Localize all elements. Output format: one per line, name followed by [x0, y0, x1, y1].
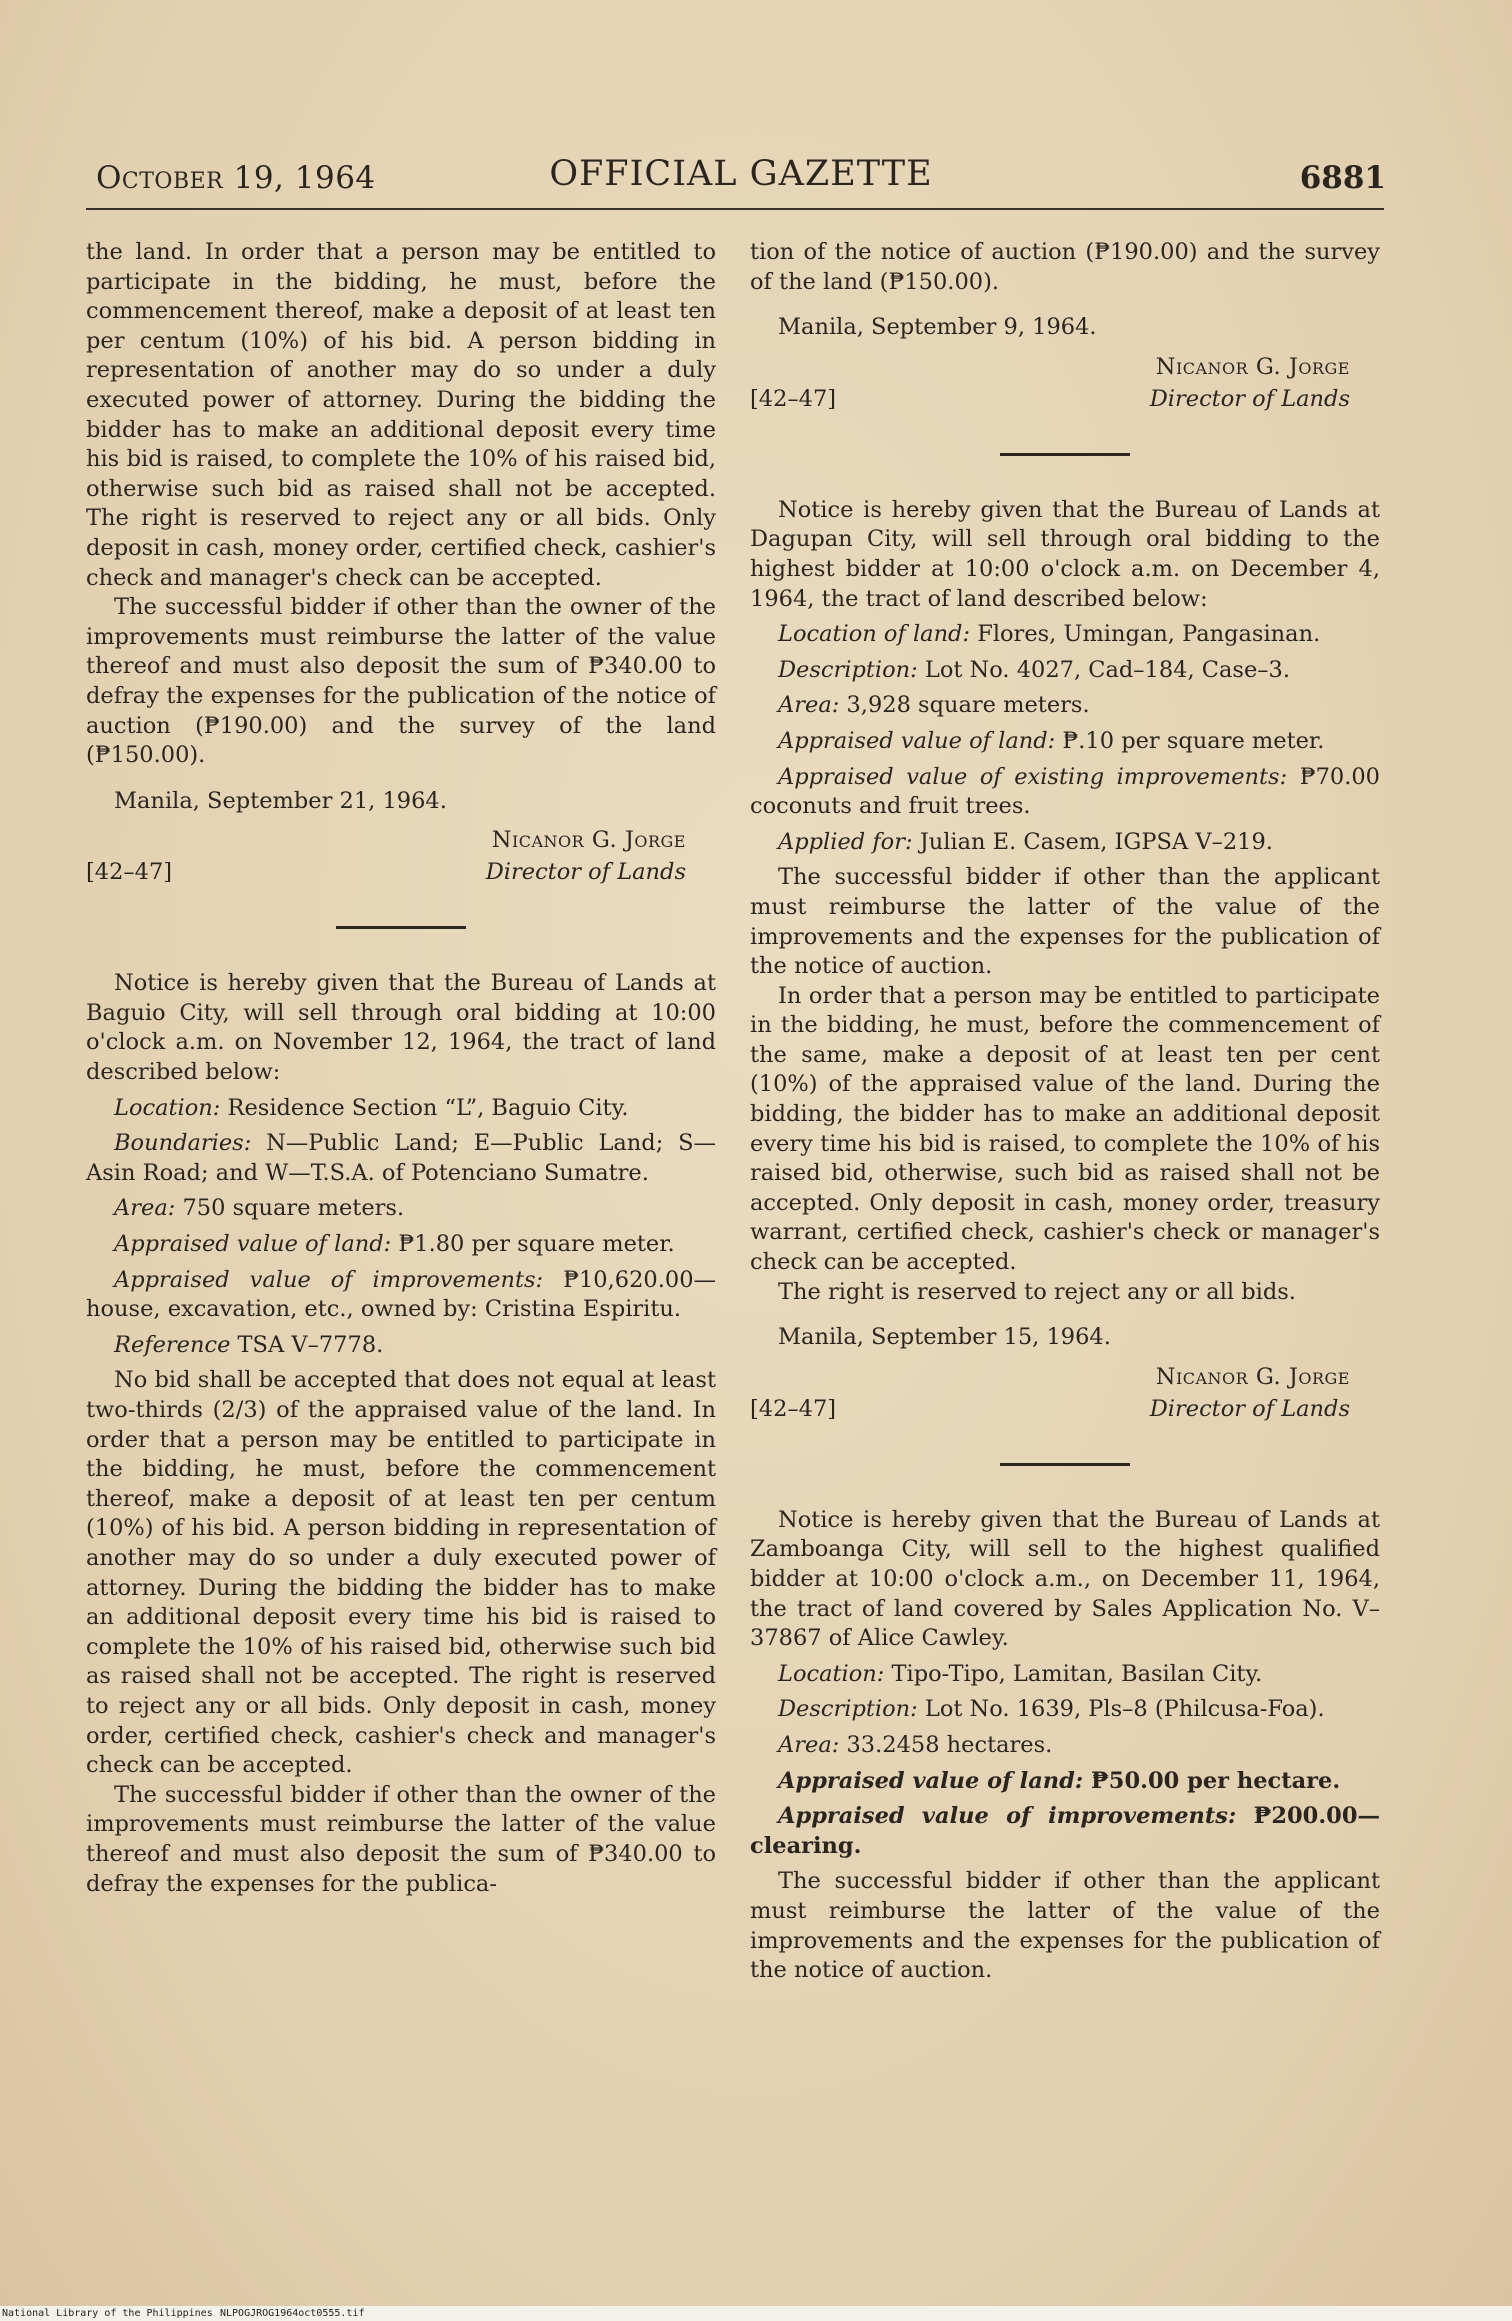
field-label: Appraised value of land: — [114, 1231, 392, 1258]
location-line — [86, 1094, 716, 1124]
left-column — [86, 238, 716, 1899]
land-value-line — [750, 727, 1380, 757]
field-label: Appraised value of improvements: — [114, 1266, 544, 1293]
field-label: Area: — [114, 1195, 176, 1222]
field-label: Location: — [778, 1660, 885, 1687]
signature-block — [750, 1363, 1380, 1433]
location-line — [750, 620, 1380, 650]
paragraph: The successful bidder if other than the applicant must reimburse the latter of the value of the improvements and the expenses for the publication of the notice of auction. — [750, 864, 1380, 980]
publication-title: OFFICIAL GAZETTE — [549, 154, 933, 194]
notice-intro: Notice is hereby given that the Bureau of Lands at Baguio City, will sell through oral bidding at 10:00 o'clock a.m. on November 12, 1964, the tract of land described below: — [86, 970, 716, 1086]
paragraph: In order that a person may be entitled to participate in the bidding, he must, before the commencement of the same, make a deposit of at least ten per cent (10%) of the appraised value of the land. During the bidding, the bidder has to make an additional deposit every time his bid is raised, to complete the 10% of his raised bid, otherwise, such bid as raised shall not be accepted. Only deposit in cash, money order, treasury warrant, certified check, cashier's check or manager's check can be accepted. — [750, 982, 1380, 1276]
field-value: Residence Section “L”, Baguio City. — [227, 1094, 629, 1121]
signatory-name: Nicanor G. Jorge — [1155, 1363, 1350, 1390]
field-value: ₱200.00—clearing. — [750, 1803, 1380, 1859]
paragraph: the land. In order that a person may be entitled to participate in the bidding, he must, before the commencement thereof, make a deposit of at least ten per centum (10%) of his bid. A person bidding in representation of another may do so under a duly executed power of attorney. During the bidding the bidder has to make an additional deposit every time his bid is raised, to complete the 10% of his raised bid, otherwise such bid as raised shall not be accepted. The right is reserved to reject any or all bids. Only deposit in cash, money order, certified check, cashier's check and manager's check can be accepted. — [86, 239, 716, 591]
field-label: Boundaries: — [114, 1130, 252, 1157]
signatory-title: Director of Lands — [485, 859, 686, 886]
field-value: ₱10,620.00—house, excavation, etc., owned by: Cristina Espiritu. — [86, 1266, 717, 1323]
area-line — [86, 1194, 716, 1224]
signatory-title: Director of Lands — [1149, 385, 1350, 412]
field-label: Appraised value of land: — [778, 727, 1056, 754]
field-label: Area: — [778, 692, 840, 719]
field-label: Reference — [114, 1331, 231, 1358]
field-value: 33.2458 hectares. — [846, 1731, 1053, 1758]
section-divider — [1000, 1463, 1130, 1466]
field-label: Appraised value of land: — [778, 1767, 1084, 1794]
section-divider — [336, 926, 466, 929]
signature-block — [86, 826, 716, 896]
header-rule — [86, 208, 1384, 210]
dateline: Manila, September 15, 1964. — [778, 1324, 1111, 1351]
field-value: ₱1.80 per square meter. — [398, 1231, 675, 1258]
description-line — [750, 656, 1380, 686]
publication-code: [42–47] — [86, 859, 173, 886]
land-value-line — [86, 1230, 716, 1260]
issue-date: October 19, 1964 — [96, 160, 376, 196]
page-header — [96, 152, 1386, 202]
field-label: Appraised value of improvements: — [778, 1803, 1237, 1830]
field-value: Lot No. 1639, Pls–8 (Philcusa-Foa). — [924, 1696, 1325, 1723]
field-value: 750 square meters. — [182, 1195, 405, 1222]
field-value: TSA V–7778. — [237, 1331, 384, 1358]
reference-line — [86, 1331, 716, 1361]
section-divider — [1000, 453, 1130, 456]
field-value: Flores, Umingan, Pangasinan. — [977, 621, 1321, 648]
notice-intro: Notice is hereby given that the Bureau of Lands at Dagupan City, will sell through oral bidding to the highest bidder at 10:00 o'clock a.m. on December 4, 1964, the tract of land described below: — [750, 496, 1380, 612]
field-label: Description: — [778, 656, 918, 683]
field-value: Julian E. Casem, IGPSA V–219. — [919, 828, 1273, 855]
publication-code: [42–47] — [750, 1395, 837, 1422]
paragraph: The successful bidder if other than the owner of the improvements must reimburse the latter of the value thereof and must also deposit the sum of ₱340.00 to defray the expenses for the publication of the notice of auction (₱190.00) and the survey of the land (₱150.00). — [86, 594, 716, 769]
dateline: Manila, September 21, 1964. — [114, 787, 447, 814]
right-column — [750, 238, 1380, 1986]
field-value: 3,928 square meters. — [846, 692, 1090, 719]
publication-code: [42–47] — [750, 385, 837, 412]
scan-filename: NLPOGJROG1964oct0555.tif — [220, 2308, 365, 2319]
paragraph: No bid shall be accepted that does not equal at least two-thirds (2/3) of the appraised value of the land. In order that a person may be entitled to participate in the bidding, he must, before the commencement thereof, make a deposit of at least ten per centum (10%) of his bid. A person bidding in representation of another may do so under a duly executed power of attorney. During the bidding the bidder has to make an additional deposit every time his bid is raised to complete the 10% of his raised bid, otherwise such bid as raised shall not be accepted. The right is reserved to reject any or all bids. Only deposit in cash, money order, certified check, cashier's check and manager's check can be accepted. — [86, 1367, 716, 1779]
area-line — [750, 691, 1380, 721]
signatory-name: Nicanor G. Jorge — [1155, 353, 1350, 380]
library-credit: National Library of the Philippines — [2, 2308, 213, 2319]
description-line — [750, 1695, 1380, 1725]
improvements-line — [86, 1266, 716, 1325]
signature-block — [750, 353, 1380, 423]
field-value: ₱.10 per square meter. — [1062, 727, 1325, 754]
field-value: N—Public Land; E—Public Land; S—Asin Road; and W—T.S.A. of Potenciano Sumatre. — [86, 1130, 716, 1186]
improvements-line — [750, 1802, 1380, 1861]
signatory-title: Director of Lands — [1149, 1395, 1350, 1422]
paragraph: tion of the notice of auction (₱190.00) and the survey of the land (₱150.00). — [750, 239, 1380, 295]
applied-for-line — [750, 828, 1380, 858]
page-number: 6881 — [1299, 160, 1386, 196]
field-label: Location: — [114, 1094, 221, 1121]
field-label: Location of land: — [778, 621, 971, 648]
field-value: ₱50.00 per hectare. — [1091, 1767, 1341, 1794]
field-label: Applied for: — [778, 828, 913, 855]
field-value: ₱70.00 coconuts and fruit trees. — [750, 763, 1381, 820]
improvements-line — [750, 763, 1380, 822]
land-value-line — [750, 1767, 1380, 1797]
dateline: Manila, September 9, 1964. — [778, 314, 1097, 341]
field-label: Area: — [778, 1731, 840, 1758]
area-line — [750, 1731, 1380, 1761]
signatory-name: Nicanor G. Jorge — [491, 827, 686, 854]
field-value: Lot No. 4027, Cad–184, Case–3. — [924, 656, 1291, 683]
location-line — [750, 1660, 1380, 1690]
field-label: Description: — [778, 1696, 918, 1723]
field-label: Appraised value of existing improvements: — [778, 763, 1288, 790]
notice-intro: Notice is hereby given that the Bureau of Lands at Zamboanga City, will sell to the highest qualified bidder at 10:00 o'clock a.m., on December 11, 1964, the tract of land covered by Sales Application No. V–37867 of Alice Cawley. — [750, 1506, 1380, 1652]
scan-footer — [0, 2306, 1512, 2321]
field-value: Tipo-Tipo, Lamitan, Basilan City. — [891, 1660, 1263, 1687]
paragraph: The successful bidder if other than the owner of the improvements must reimburse the latter of the value thereof and must also deposit the sum of ₱340.00 to defray the expenses for the publica- — [86, 1781, 716, 1897]
paragraph: The successful bidder if other than the applicant must reimburse the latter of the value of the improvements and the expenses for the publication of the notice of auction. — [750, 1868, 1380, 1984]
boundaries-line — [86, 1129, 716, 1188]
paragraph: The right is reserved to reject any or all bids. — [778, 1278, 1296, 1305]
